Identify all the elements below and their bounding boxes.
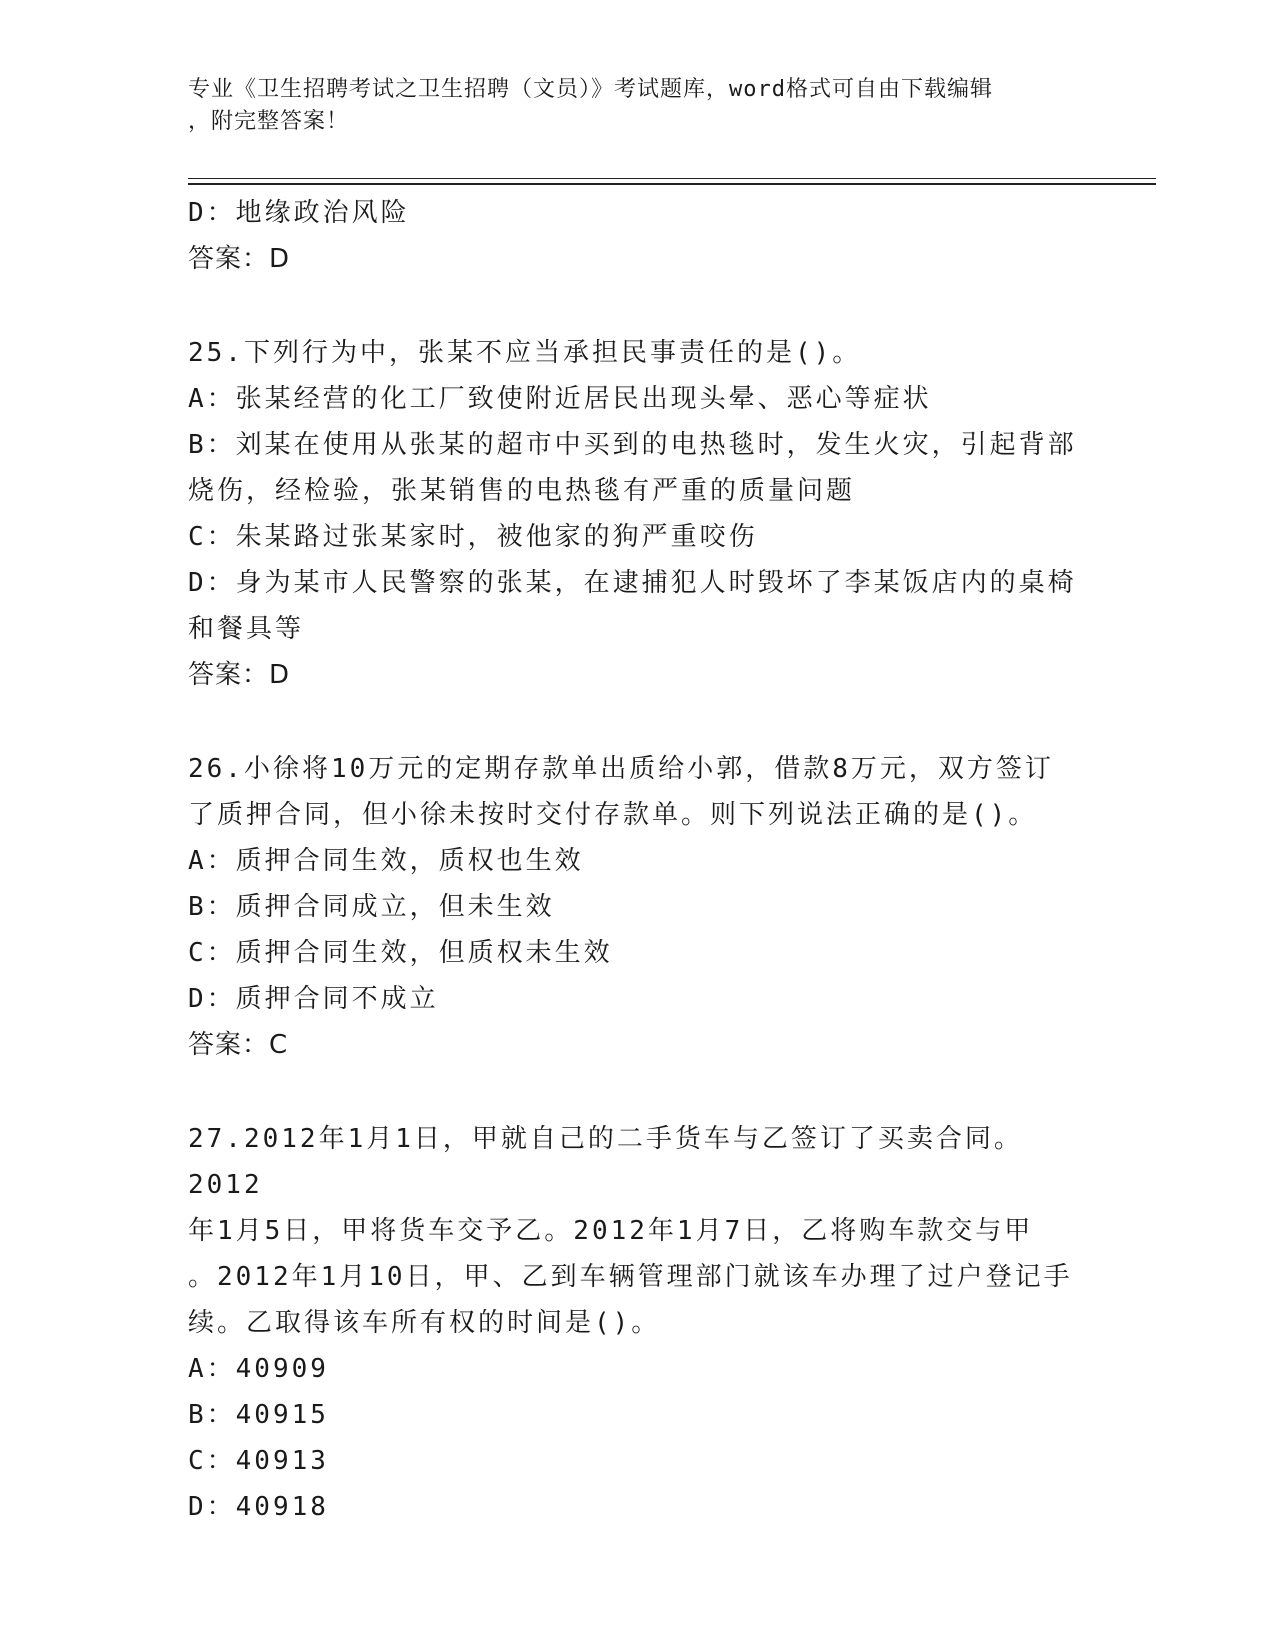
question-26 xyxy=(188,746,1088,1068)
q26-option-c: C：质押合同生效，但质权未生效 xyxy=(188,938,613,968)
document-header xyxy=(188,74,1088,138)
question-25 xyxy=(188,330,1088,698)
q27-option-b: B：40915 xyxy=(188,1400,329,1430)
prev-answer: 答案：D xyxy=(188,244,291,274)
q26-option-b: B：质押合同成立，但未生效 xyxy=(188,892,555,922)
q25-option-c: C：朱某路过张某家时，被他家的狗严重咬伤 xyxy=(188,522,758,552)
q26-answer: 答案：C xyxy=(188,1030,289,1060)
header-line-1: 专业《卫生招聘考试之卫生招聘（文员）》考试题库，word格式可自由下载编辑 xyxy=(188,77,993,102)
q27-option-a: A：40909 xyxy=(188,1354,329,1384)
question-27 xyxy=(188,1116,1088,1530)
header-line-2: ，附完整答案！ xyxy=(188,109,350,134)
q27-option-c: C：40913 xyxy=(188,1446,329,1476)
q25-option-b-line2: 烧伤，经检验，张某销售的电热毯有严重的质量问题 xyxy=(188,476,856,506)
spacer xyxy=(188,698,1088,746)
q25-option-d-line2: 和餐具等 xyxy=(188,614,305,644)
q25-answer: 答案：D xyxy=(188,660,291,690)
header-rule-thin xyxy=(188,178,1156,179)
q27-stem-line3: 。2012年1月10日，甲、乙到车辆管理部门就该车办理了过户登记手 xyxy=(188,1262,1073,1292)
q25-option-a: A：张某经营的化工厂致使附近居民出现头晕、恶心等症状 xyxy=(188,384,932,414)
q26-option-a: A：质押合同生效，质权也生效 xyxy=(188,846,584,876)
q27-stem-line1: 27.2012年1月1日，甲就自己的二手货车与乙签订了买卖合同。2012 xyxy=(188,1124,1023,1200)
q25-option-d-line1: D：身为某市人民警察的张某，在逮捕犯人时毁坏了李某饭店内的桌椅 xyxy=(188,568,1077,598)
spacer xyxy=(188,1068,1088,1116)
q27-stem-line4: 续。乙取得该车所有权的时间是()。 xyxy=(188,1308,661,1338)
q26-stem-line1: 26.小徐将10万元的定期存款单出质给小郭，借款8万元，双方签订 xyxy=(188,754,1054,784)
spacer xyxy=(188,282,1088,330)
prev-option-d: D：地缘政治风险 xyxy=(188,198,410,228)
q26-stem-line2: 了质押合同，但小徐未按时交付存款单。则下列说法正确的是()。 xyxy=(188,800,1038,830)
question-content xyxy=(188,190,1088,1530)
header-rule-thick xyxy=(188,183,1156,185)
q26-option-d: D：质押合同不成立 xyxy=(188,984,439,1014)
q27-stem-line2: 年1月5日，甲将货车交予乙。2012年1月7日，乙将购车款交与甲 xyxy=(188,1216,1034,1246)
q25-option-b-line1: B：刘某在使用从张某的超市中买到的电热毯时，发生火灾，引起背部 xyxy=(188,430,1077,460)
q25-stem: 25.下列行为中，张某不应当承担民事责任的是()。 xyxy=(188,338,862,368)
q27-option-d: D：40918 xyxy=(188,1492,329,1522)
